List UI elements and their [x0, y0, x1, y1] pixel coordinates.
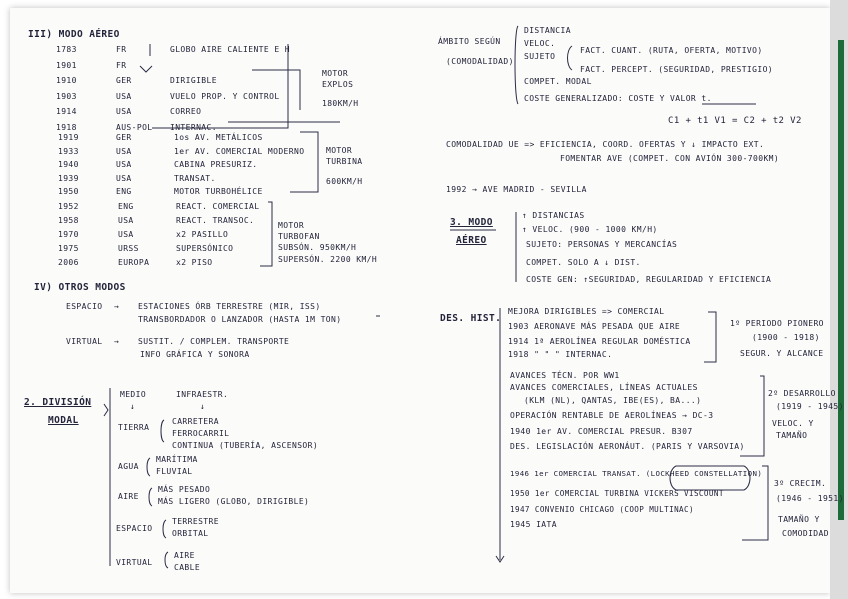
- arrow-down-icon: ↓: [200, 402, 206, 411]
- infra-item: ORBITAL: [172, 529, 209, 538]
- p2-line-1: AVANCES TÉCN. POR WW1: [510, 371, 620, 380]
- infra-item: TERRESTRE: [172, 517, 219, 526]
- comodalidad-line-2: FOMENTAR AVE (COMPET. CON AVIÓN 300-700KM): [560, 154, 780, 163]
- row-country: GER: [116, 76, 132, 85]
- virtual-line-2: INFO GRÁFICA Y SONORA: [140, 350, 250, 359]
- bracket-rows3: [260, 202, 272, 266]
- p3-line-1: 1946 1er COMERCIAL TRANSAT. (LOCKHEED CONSTELLATION): [510, 469, 763, 478]
- row-desc: REACT. COMERCIAL: [176, 202, 260, 211]
- ambito-formula: C1 + t1 V1 = C2 + t2 V2: [668, 116, 802, 126]
- row-year: 1919: [58, 133, 79, 142]
- modo-aereo-line-4: COMPET. SOLO A ↓ DIST.: [526, 258, 641, 267]
- row-country: USA: [118, 216, 134, 225]
- modo-aereo-line-3: SUJETO: PERSONAS Y MERCANCÍAS: [526, 240, 678, 249]
- medio-label: AGUA: [118, 462, 139, 471]
- des-hist-label: DES. HIST.: [440, 313, 502, 324]
- ambito-sujeto: SUJETO: [524, 52, 556, 61]
- bracket-rows1: [152, 44, 288, 128]
- row-country: USA: [116, 107, 132, 116]
- infra-item: CONTINUA (TUBERÍA, ASCENSOR): [172, 441, 319, 450]
- row-country: ENG: [116, 187, 132, 196]
- speed-2: 600KM/H: [326, 177, 363, 186]
- p1-note: SEGUR. Y ALCANCE: [740, 349, 824, 358]
- row-desc: x2 PISO: [176, 258, 213, 267]
- modo-aereo-title-1: 3. MODO: [450, 217, 493, 228]
- motor-superson: SUPERSÓN. 2200 KM/H: [278, 255, 378, 264]
- section-4-title: IV) OTROS MODOS: [34, 282, 126, 293]
- p2-line-6: DES. LEGISLACIÓN AERONÁUT. (PARIS Y VARSOVIA): [510, 442, 745, 451]
- row-year: 1975: [58, 244, 79, 253]
- p3-line-2: 1950 1er COMERCIAL TURBINA VICKERS VISCOUNT: [510, 489, 724, 498]
- ambito-fact-cuant: FACT. CUANT. (RUTA, OFERTA, MOTIVO): [580, 46, 763, 55]
- p1-line-2: 1903 AERONAVE MÁS PESADA QUE AIRE: [508, 322, 681, 331]
- infra-item: MÁS PESADO: [158, 485, 211, 494]
- row-country: USA: [116, 173, 132, 183]
- infra-item: CARRETERA: [172, 417, 219, 426]
- p2-line-5: 1940 1er AV. COMERCIAL PRESUR. B307: [510, 427, 693, 436]
- medio-label: TIERRA: [118, 423, 150, 432]
- row-year: 1783: [56, 45, 77, 54]
- p3-years: (1946 - 1951): [776, 494, 844, 503]
- p3-note-2: COMODIDAD: [782, 529, 829, 538]
- ambito-fact-percept: FACT. PERCEPT. (SEGURIDAD, PRESTIGIO): [580, 65, 774, 74]
- comodalidad-line-1: COMODALIDAD UE => EFICIENCIA, COORD. OFERTAS Y ↓ IMPACTO EXT.: [446, 140, 765, 149]
- row-desc: MOTOR TURBOHÉLICE: [174, 187, 263, 196]
- row-year: 1918: [56, 122, 77, 132]
- row-desc: CABINA PRESURIZ.: [174, 160, 258, 169]
- speed-1: 180KM/H: [322, 99, 359, 108]
- motor-subson: SUBSÓN. 950KM/H: [278, 243, 357, 252]
- arrow-down-icon: ↓: [130, 402, 136, 411]
- bracket-p3: [742, 466, 768, 540]
- infra-item: MÁS LIGERO (GLOBO, DIRIGIBLE): [158, 497, 310, 506]
- p2-title: 2º DESARROLLO: [768, 389, 836, 398]
- row-year: 2006: [58, 258, 79, 267]
- ambito-label-2: (COMODALIDAD): [446, 57, 514, 66]
- ave-line: 1992 → AVE MADRID - SEVILLA: [446, 185, 587, 194]
- infra-item: FLUVIAL: [156, 467, 193, 476]
- infra-item: CABLE: [174, 563, 201, 572]
- row-country: URSS: [118, 244, 139, 253]
- row-country: USA: [116, 91, 132, 101]
- row-desc: VUELO PROP. Y CONTROL: [170, 91, 280, 101]
- p1-line-4: 1918 " " " INTERNAC.: [508, 350, 613, 359]
- row-year: 1952: [58, 202, 79, 211]
- row-year: 1950: [58, 187, 79, 196]
- row-year: 1939: [58, 173, 79, 183]
- row-country: AUS-POL: [116, 122, 153, 132]
- motor-turbofan-1: MOTOR: [278, 221, 305, 230]
- row-country: USA: [116, 146, 132, 156]
- ambito-label-1: ÁMBITO SEGÚN: [438, 37, 501, 46]
- division-title-1: 2. DIVISIÓN: [24, 397, 92, 408]
- row-year: 1940: [58, 160, 79, 169]
- row-country: GER: [116, 133, 132, 142]
- row-country: USA: [118, 230, 134, 239]
- ambito-veloc: VELOC.: [524, 39, 556, 48]
- infra-item: FERROCARRIL: [172, 429, 230, 438]
- infra-item: AIRE: [174, 551, 195, 560]
- espacio-label: ESPACIO: [66, 302, 103, 311]
- row-country: ENG: [118, 202, 134, 211]
- row-year: 1903: [56, 91, 77, 101]
- p2-note-2: TAMAÑO: [776, 431, 808, 440]
- row-year: 1914: [56, 107, 77, 116]
- p2-years: (1919 - 1945): [776, 402, 844, 411]
- p2-line-4: OPERACIÓN RENTABLE DE AEROLÍNEAS → DC-3: [510, 411, 714, 420]
- ambito-compet: COMPET. MODAL: [524, 77, 592, 86]
- col-medio: MEDIO: [120, 390, 147, 399]
- infra-item: MARÍTIMA: [156, 455, 198, 464]
- p1-line-3: 1914 1ª AEROLÍNEA REGULAR DOMÉSTICA: [508, 337, 691, 346]
- row-desc: 1er AV. COMERCIAL MODERNO: [174, 146, 305, 156]
- virtual-line-1: SUSTIT. / COMPLEM. TRANSPORTE: [138, 337, 290, 346]
- espacio-line-2: TRANSBORDADOR O LANZADOR (HASTA 1M TON): [138, 315, 342, 324]
- espacio-line-1: ESTACIONES ÓRB TERRESTRE (MIR, ISS): [138, 302, 321, 311]
- virtual-label: VIRTUAL: [66, 337, 103, 346]
- row-desc: CORREO: [170, 107, 202, 116]
- p3-note-1: TAMAÑO Y: [778, 515, 820, 524]
- p2-line-2: AVANCES COMERCIALES, LÍNEAS ACTUALES: [510, 383, 698, 392]
- p1-line-1: MEJORA DIRIGIBLES => COMERCIAL: [508, 307, 665, 316]
- medio-label: ESPACIO: [116, 524, 153, 533]
- p1-title: 1º PERIODO PIONERO: [730, 319, 824, 328]
- modo-aereo-line-1: ↑ DISTANCIAS: [522, 211, 585, 220]
- p3-line-4: 1945 IATA: [510, 520, 557, 529]
- medio-label: VIRTUAL: [116, 558, 153, 567]
- bracket-p1: [704, 312, 716, 362]
- row-year: 1910: [56, 76, 77, 85]
- modo-aereo-line-2: ↑ VELOC. (900 - 1000 KM/H): [522, 225, 658, 234]
- motor-turbofan-2: TURBOFAN: [278, 232, 320, 241]
- espacio-arrow: →: [114, 302, 120, 311]
- motor-explos-1: MOTOR: [322, 69, 349, 78]
- row-year: 1958: [58, 216, 79, 225]
- row-desc: 1os AV. METÁLICOS: [174, 133, 263, 142]
- ambito-distancia: DISTANCIA: [524, 26, 571, 35]
- medio-label: AIRE: [118, 492, 139, 501]
- row-desc: DIRIGIBLE: [170, 76, 217, 85]
- row-country: FR: [116, 60, 127, 70]
- row-desc: GLOBO AIRE CALIENTE E H: [170, 45, 290, 54]
- p1-years: (1900 - 1918): [752, 333, 820, 342]
- row-country: EUROPA: [118, 258, 150, 267]
- p3-line-3: 1947 CONVENIO CHICAGO (COOP MULTINAC): [510, 505, 694, 514]
- p3-title: 3º CRECIM.: [774, 479, 827, 488]
- modo-aereo-line-5: COSTE GEN: ↑SEGURIDAD, REGULARIDAD Y EFICIENCIA: [526, 275, 772, 284]
- ambito-coste: COSTE GENERALIZADO: COSTE Y VALOR t.: [524, 94, 712, 103]
- section-3-title: III) MODO AÉREO: [28, 29, 120, 40]
- p2-line-3: (KLM (NL), QANTAS, IBE(ES), BA...): [524, 396, 702, 405]
- row-desc: REACT. TRANSOC.: [176, 216, 255, 225]
- row-desc: SUPERSÓNICO: [176, 244, 234, 253]
- row-country: FR: [116, 45, 127, 54]
- row-desc: INTERNAC.: [170, 122, 217, 132]
- col-infra: INFRAESTR.: [176, 390, 229, 399]
- row-desc: x2 PASILLO: [176, 230, 229, 239]
- modo-aereo-title-2: AÉREO: [456, 235, 487, 246]
- bracket-p2: [740, 376, 764, 456]
- motor-explos-2: EXPLOS: [322, 80, 354, 89]
- virtual-arrow: →: [114, 337, 120, 346]
- row-year: 1901: [56, 60, 77, 70]
- row-country: USA: [116, 160, 132, 169]
- row-year: 1933: [58, 146, 79, 156]
- motor-turbina-2: TURBINA: [326, 157, 363, 166]
- row-desc: TRANSAT.: [174, 173, 216, 183]
- p2-note-1: VELOC. Y: [772, 419, 814, 428]
- motor-turbina-1: MOTOR: [326, 146, 353, 155]
- division-title-2: MODAL: [48, 415, 79, 426]
- row-year: 1970: [58, 230, 79, 239]
- bracket-rows2: [290, 132, 318, 192]
